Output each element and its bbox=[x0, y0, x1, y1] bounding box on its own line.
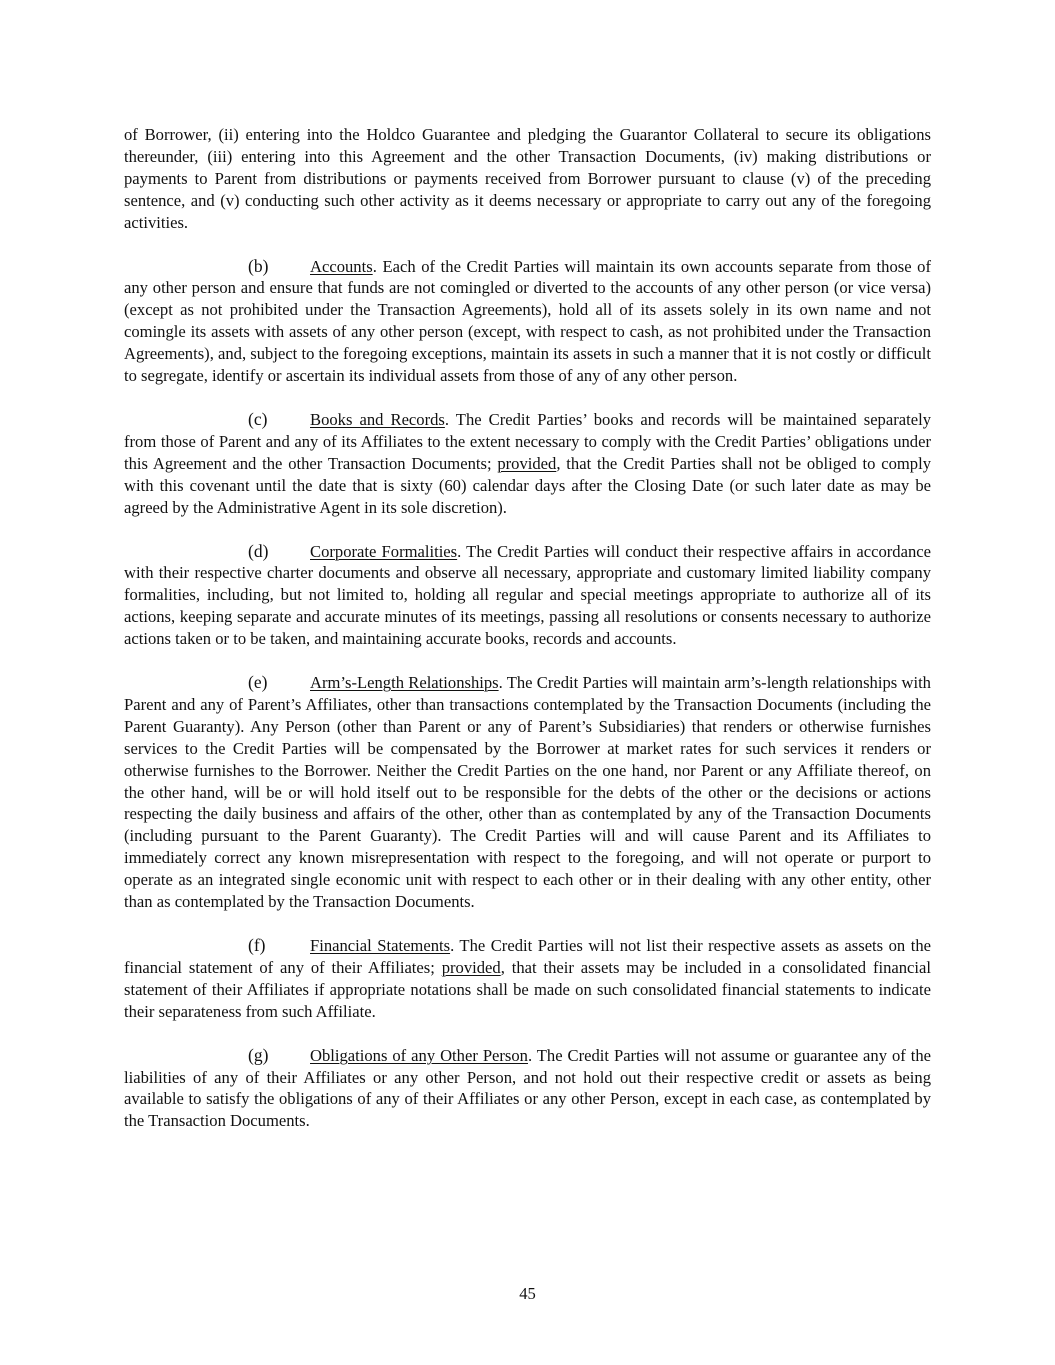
section-heading-accounts: Accounts bbox=[310, 256, 373, 276]
section-body-before: . The Credit Parties’ books and records will be maintained separately from those of Parent and any of its Affiliates to the extent necessary to comply with the Credit Parties’ obligations under this Agreement and the other Transaction Documents; bbox=[124, 409, 931, 473]
provided-emphasis: provided bbox=[497, 453, 557, 473]
section-body: . Each of the Credit Parties will maintain its own accounts separate from those of any other person and ensure that funds are not comingled or diverted to the accounts of any other person (or vice versa) (except as not prohibited under the Transaction Agreements), hold all of its assets solely in its own name and not comingle its assets with assets of any other person (except, with respect to cash, as not prohibited under the Transaction Agreements), and, subject to the foregoing exceptions, maintain its assets in such a manner that it is not costly or difficult to segregate, identify or ascertain its individual assets from those of any of any other person. bbox=[124, 256, 931, 386]
section-f-paragraph bbox=[124, 935, 931, 1023]
page-number: 45 bbox=[519, 1284, 536, 1303]
section-marker: (b) bbox=[248, 255, 269, 276]
section-body: . The Credit Parties will conduct their respective affairs in accordance with their respective charter documents and observe all necessary, appropriate and customary limited liability company formalities, including, but not limited to, holding all regular and special meetings appropriate to authorize all of its actions, keeping separate and accurate minutes of its meetings, passing all resolutions or consents necessary to authorize actions taken or to be taken, and maintaining accurate books, records and accounts. bbox=[124, 541, 931, 649]
section-heading-corporate-formalities: Corporate Formalities bbox=[310, 541, 458, 561]
section-body-after: , that their assets may be included in a consolidated financial statement of their Affiliates if appropriate notations shall be made on such consolidated financial statements to indicate their separateness from such Affiliate. bbox=[124, 957, 931, 1021]
section-marker: (g) bbox=[248, 1044, 269, 1065]
section-body: . The Credit Parties will maintain arm’s-length relationships with Parent and any of Parent’s Affiliates, other than transactions contemplated by the Transaction Documents (including the Parent Guaranty). Any Person (other than Parent or any of Parent’s Subsidiaries) that renders or otherwise furnishes services to the Credit Parties will be compensated by the Borrower at market rates for such services it renders or otherwise furnishes to the Borrower. Neither the Credit Parties on the one hand, nor Parent or any Affiliate thereof, on the other hand, will be or will hold itself out to be responsible for the debts of the other or the decisions or actions respecting the daily business and affairs of the other, other than as contemplated by any of the Transaction Documents (including pursuant to the Parent Guaranty). The Credit Parties will and will cause Parent and its Affiliates to immediately correct any known misrepresentation with respect to the foregoing, and will not operate or purport to operate as an integrated single economic unit with respect to each other or in their dealing with any other entity, other than as contemplated by the Transaction Documents. bbox=[124, 673, 931, 912]
section-marker: (f) bbox=[248, 935, 266, 955]
section-d-paragraph bbox=[124, 541, 931, 651]
section-body: . The Credit Parties will not assume or guarantee any of the liabilities of any of their Affiliates or any other Person, and not hold out their respective credit or assets as being available to satisfy the obligations of any of their Affiliates or any other Person, except in each case, as contemplated by the Transaction Documents. bbox=[124, 1045, 931, 1131]
section-marker: (c) bbox=[248, 408, 268, 429]
section-heading-arms-length-relationships: Arm’s-Length Relationships bbox=[310, 673, 499, 693]
section-marker: (e) bbox=[248, 672, 268, 693]
section-heading-books-and-records: Books and Records bbox=[310, 409, 445, 429]
section-marker: (d) bbox=[248, 540, 269, 561]
intro-paragraph bbox=[124, 124, 931, 234]
section-g-paragraph bbox=[124, 1045, 931, 1133]
section-c-paragraph bbox=[124, 409, 931, 519]
section-heading-financial-statements: Financial Statements bbox=[310, 936, 451, 955]
section-body-before: . The Credit Parties will not list their respective assets as assets on the financial statement of any of their Affiliates; bbox=[124, 936, 931, 977]
section-e-paragraph bbox=[124, 672, 931, 913]
document-page bbox=[124, 124, 931, 1132]
section-body-after: , that the Credit Parties shall not be obliged to comply with this covenant until the date that is sixty (60) calendar days after the Closing Date (or such later date as may be agreed by the Administrative Agent in its sole discretion). bbox=[124, 453, 931, 517]
provided-emphasis: provided bbox=[441, 957, 501, 977]
section-b-paragraph bbox=[124, 256, 931, 387]
intro-text: of Borrower, (ii) entering into the Holdco Guarantee and pledging the Guarantor Collateral to secure its obligations thereunder, (iii) entering into this Agreement and the other Transaction Documents, (iv) making distributions or payments to Parent from distributions or payments received from Borrower pursuant to clause (v) of the preceding sentence, and (v) conducting such other activity as it deems necessary or appropriate to carry out any of the foregoing activities. bbox=[124, 125, 931, 232]
section-heading-obligations-of-any-other-person: Obligations of any Other Person bbox=[310, 1045, 528, 1065]
